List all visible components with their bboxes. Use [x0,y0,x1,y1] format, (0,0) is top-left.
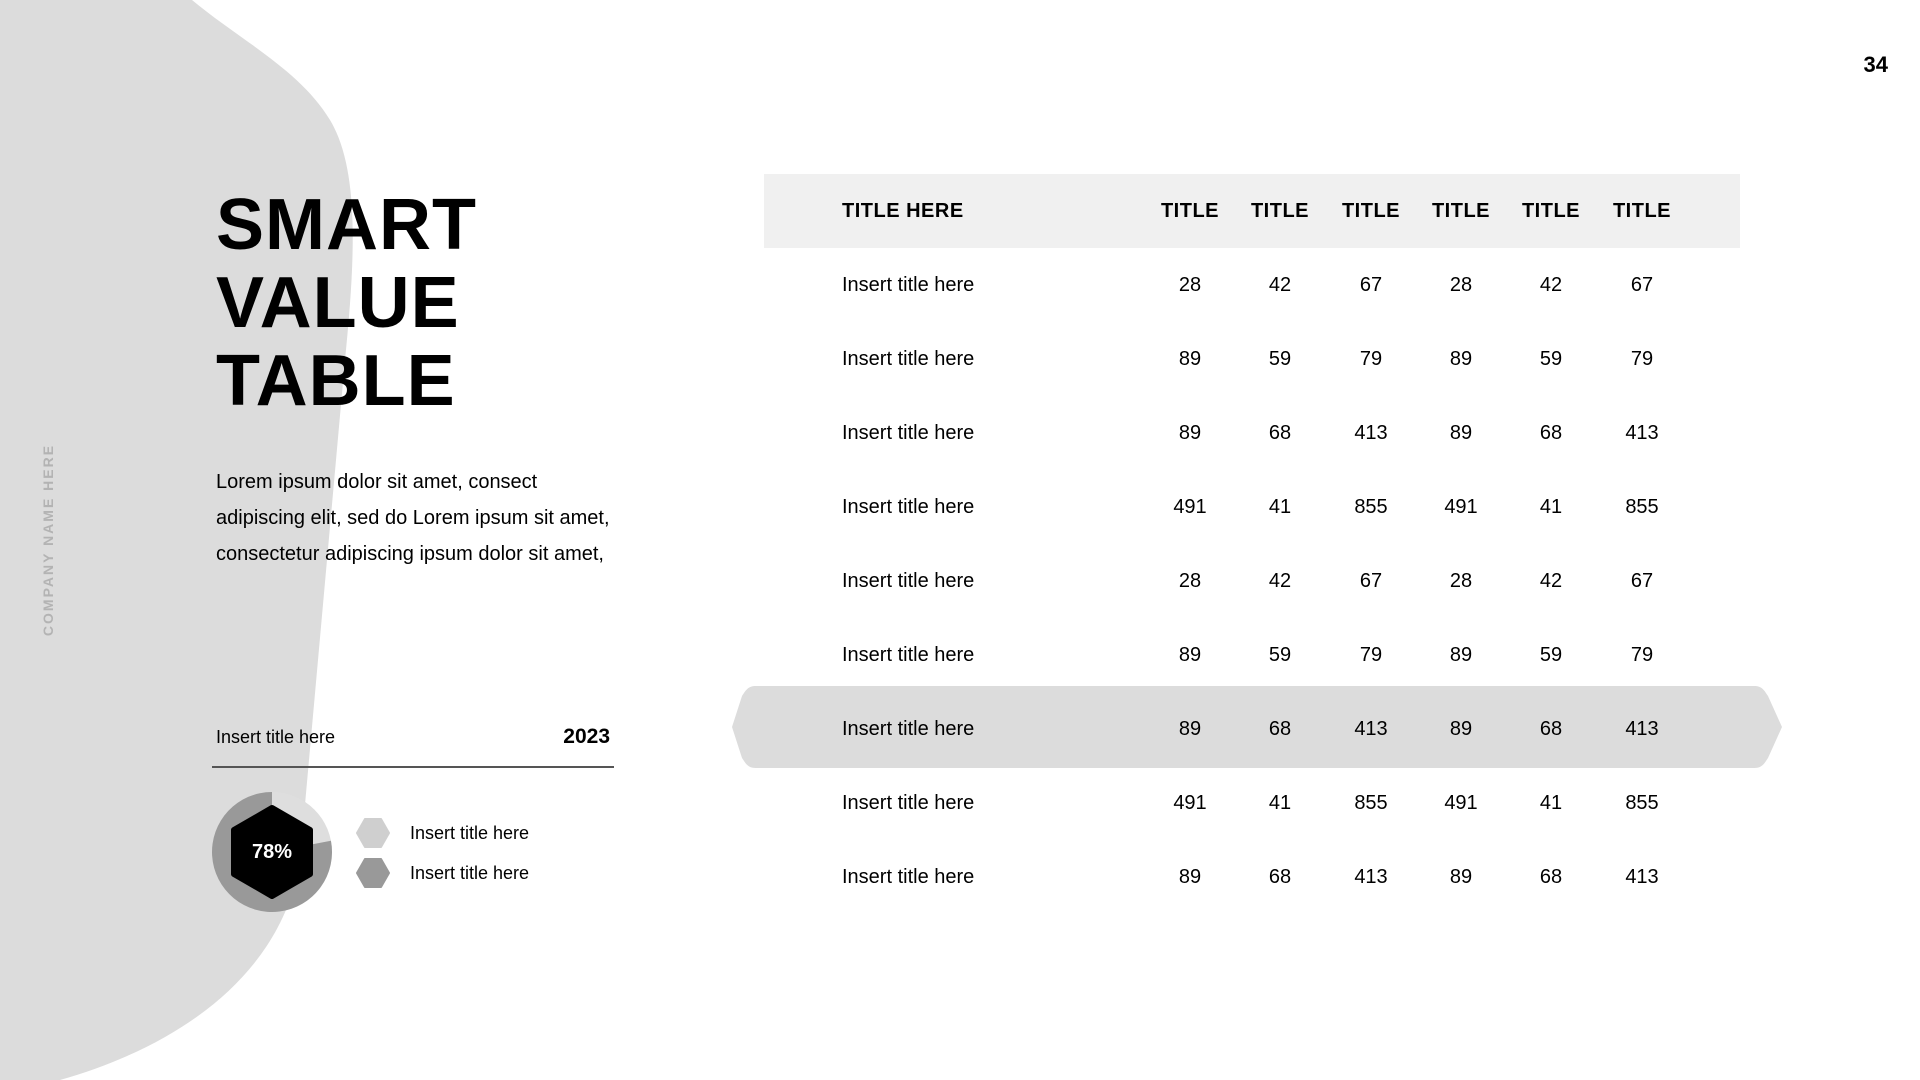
legend-item [356,818,529,848]
hexagon-icon [356,858,390,888]
table-cell: 68 [1268,865,1292,888]
table-cell: 79 [1630,643,1654,666]
row-title: Insert title here [842,273,975,296]
table-cell: 79 [1359,643,1383,666]
table-cell: 89 [1449,643,1473,666]
table-row [764,544,1740,618]
row-title: Insert title here [842,569,975,592]
table-row [764,396,1740,470]
table-cell: 413 [1625,421,1659,444]
stat-year: 2023 [563,725,610,748]
description-text: Lorem ipsum dolor sit amet, consect adipiscing elit, sed do Lorem ipsum sit amet, consectetur adipiscing ipsum dolor sit amet, [216,471,610,565]
column-header: TITLE [1431,199,1491,222]
table-cell: 413 [1354,421,1388,444]
row-title: Insert title here [842,347,975,370]
table-cell: 89 [1178,717,1202,740]
row-title: Insert title here [842,495,975,518]
table-cell: 42 [1268,569,1292,592]
table-row [764,322,1740,396]
table-cell: 28 [1449,569,1473,592]
table-cell: 41 [1539,791,1563,814]
column-header: TITLE [1250,199,1310,222]
table-cell: 68 [1268,717,1292,740]
table-cell: 28 [1178,569,1202,592]
row-title: Insert title here [842,865,975,888]
title-line: SMART [216,185,477,265]
table-cell: 79 [1630,347,1654,370]
row-title: Insert title here [842,421,975,444]
table-cell: 89 [1178,421,1202,444]
percent-label: 78% [251,840,293,863]
table-cell: 855 [1625,791,1659,814]
table-cell: 42 [1268,273,1292,296]
legend-label: Insert title here [410,862,530,883]
table-row-highlighted [764,692,1740,766]
table-cell: 855 [1354,791,1388,814]
table-cell: 59 [1539,643,1563,666]
table-cell: 68 [1268,421,1292,444]
table-cell: 28 [1449,273,1473,296]
table-cell: 41 [1268,495,1292,518]
divider [212,766,614,768]
table-cell: 67 [1630,273,1654,296]
table-cell: 41 [1268,791,1292,814]
table-row [764,618,1740,692]
table-cell: 491 [1173,791,1207,814]
column-header: TITLE HERE [842,199,964,222]
stat-label: Insert title here [216,727,336,747]
table-cell: 855 [1354,495,1388,518]
table-cell: 413 [1354,717,1388,740]
table-cell: 413 [1354,865,1388,888]
row-title: Insert title here [842,717,975,740]
table-cell: 413 [1625,717,1659,740]
table-cell: 89 [1178,643,1202,666]
column-header: TITLE [1160,199,1220,222]
table-cell: 89 [1449,865,1473,888]
row-title: Insert title here [842,791,975,814]
table-cell: 59 [1539,347,1563,370]
table-cell: 89 [1449,421,1473,444]
table-cell: 28 [1178,273,1202,296]
page-title [216,186,477,420]
title-line: VALUE [216,263,460,343]
table-cell: 41 [1539,495,1563,518]
table-cell: 67 [1630,569,1654,592]
table-cell: 42 [1539,273,1563,296]
column-header: TITLE [1341,199,1401,222]
table-cell: 491 [1444,495,1478,518]
table-cell: 491 [1444,791,1478,814]
legend-item [356,858,529,888]
table-cell: 42 [1539,569,1563,592]
table-cell: 67 [1359,569,1383,592]
title-line: TABLE [216,341,456,421]
table-cell: 68 [1539,421,1563,444]
table-cell: 67 [1359,273,1383,296]
table-cell: 59 [1268,643,1292,666]
column-header: TITLE [1612,199,1672,222]
table-row [764,248,1740,322]
table-cell: 413 [1625,865,1659,888]
legend-label: Insert title here [410,822,530,843]
stat-header [216,725,610,749]
table-cell: 68 [1539,717,1563,740]
table-cell: 89 [1178,347,1202,370]
table-header-row [764,174,1740,248]
table-row [764,766,1740,840]
table-cell: 68 [1539,865,1563,888]
column-header: TITLE [1521,199,1581,222]
page-number: 34 [1863,52,1888,77]
company-name: COMPANY NAME HERE [40,443,56,637]
table-cell: 855 [1625,495,1659,518]
table-row [764,470,1740,544]
table-cell: 79 [1359,347,1383,370]
table-row [764,840,1740,914]
row-title: Insert title here [842,643,975,666]
hexagon-icon [356,818,390,848]
table-cell: 89 [1178,865,1202,888]
table-cell: 89 [1449,347,1473,370]
table-cell: 59 [1268,347,1292,370]
table-cell: 491 [1173,495,1207,518]
table-cell: 89 [1449,717,1473,740]
